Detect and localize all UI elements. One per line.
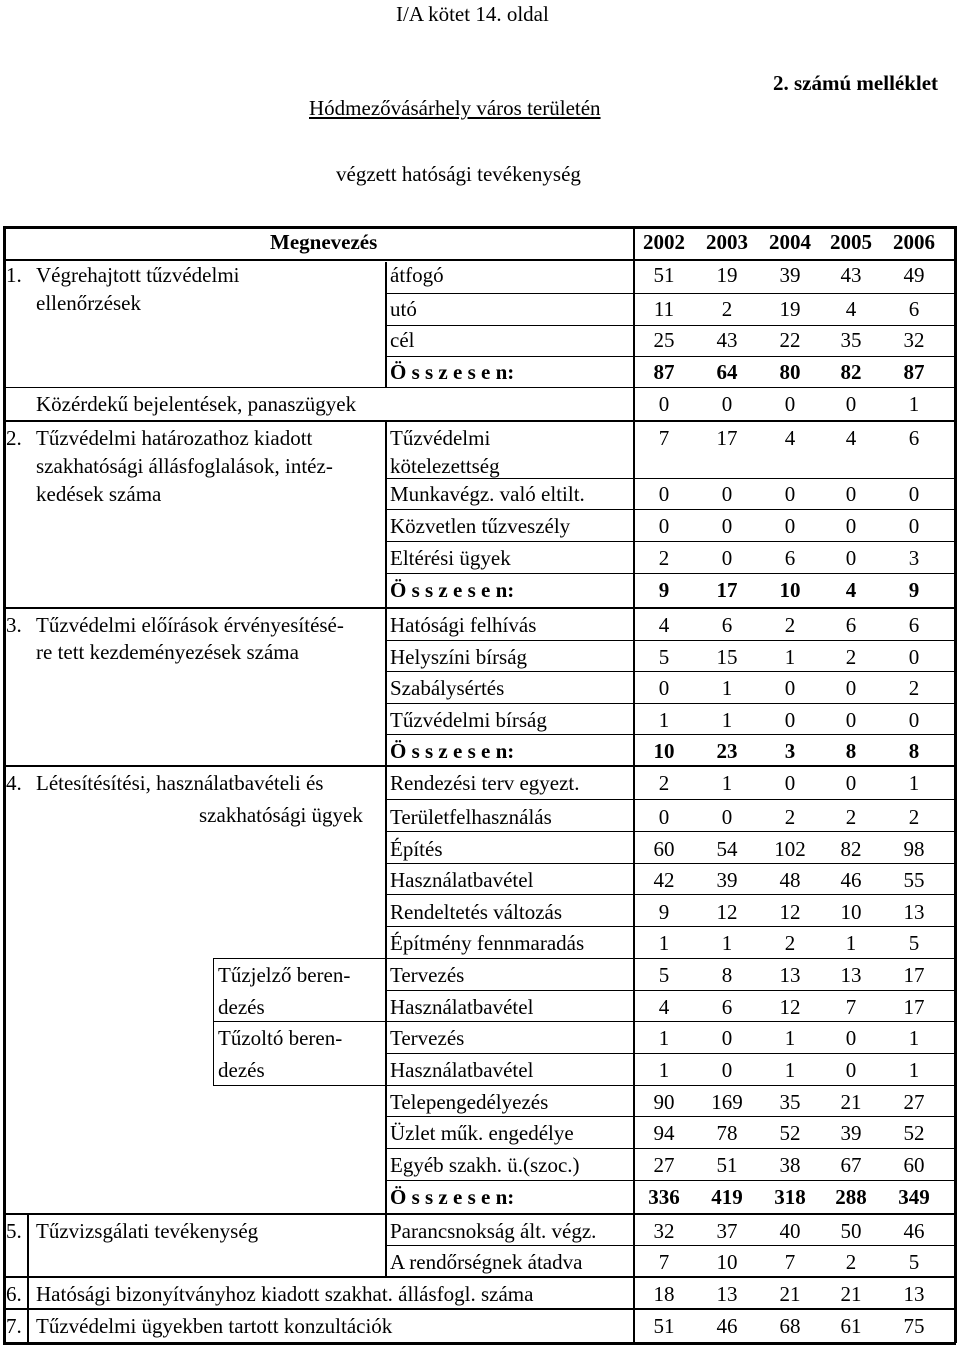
row-value: 27: [903, 1090, 925, 1114]
section-5-number: 5.: [6, 1219, 22, 1243]
row-label: Közvetlen tűzveszély: [390, 514, 571, 538]
row-value: 2: [908, 805, 920, 829]
table-rule: [385, 926, 956, 927]
row-label: Tűzvédelmi bírság: [390, 708, 547, 732]
row-value: 7: [845, 995, 857, 1019]
table-rule: [385, 703, 956, 704]
row-label: utó: [390, 297, 417, 321]
public-complaints-label: Közérdekű bejelentések, panaszügyek: [36, 392, 357, 416]
row-value: 6: [908, 297, 920, 321]
section-6-number: 6.: [6, 1282, 22, 1306]
table-rule: [385, 734, 956, 735]
table-rule: [385, 1245, 956, 1246]
row-value: 19: [779, 297, 801, 321]
table-rule: [954, 226, 957, 1343]
row-value: 60: [903, 1153, 925, 1177]
row-value: 46: [903, 1219, 925, 1243]
row-value: 0: [908, 482, 920, 506]
section-6-title: Hatósági bizonyítványhoz kiadott szakhat. állásfogl. száma: [36, 1282, 534, 1306]
row-value: 32: [653, 1219, 675, 1243]
row-value: 9: [658, 900, 670, 924]
row-value: 1: [658, 931, 670, 955]
row-value: 60: [653, 837, 675, 861]
row-value: 7: [658, 426, 670, 450]
row-value: 1: [784, 1026, 796, 1050]
row-label: Telepengedélyezés: [390, 1090, 549, 1114]
row-value: 5: [658, 645, 670, 669]
row-label: Építés: [390, 837, 443, 861]
row-value: 0: [784, 482, 796, 506]
total-row-value: 318: [774, 1185, 806, 1209]
public-complaints-value: 0: [845, 392, 857, 416]
table-rule: [385, 958, 956, 959]
total-row-value: 64: [716, 360, 738, 384]
row-value: 49: [903, 263, 925, 287]
row-value: 52: [779, 1121, 801, 1145]
row-value: 0: [721, 482, 733, 506]
row-label: Használatbavétel: [390, 995, 534, 1019]
row-label: Munkavégz. való eltilt.: [390, 482, 585, 506]
row-value: 13: [903, 900, 925, 924]
row-value: 82: [840, 837, 862, 861]
row-label: Egyéb szakh. ü.(szoc.): [390, 1153, 580, 1177]
row-value: 4: [658, 995, 670, 1019]
section-6-value: 21: [779, 1282, 801, 1306]
row-label: Eltérési ügyek: [390, 546, 511, 570]
row-label: Rendezési terv egyezt.: [390, 771, 580, 795]
row-label: cél: [390, 328, 415, 352]
table-rule: [385, 799, 956, 800]
row-label: A rendőrségnek átadva: [390, 1250, 583, 1274]
table-rule: [3, 607, 956, 609]
row-value: 4: [784, 426, 796, 450]
table-rule: [213, 958, 385, 959]
row-label: Szabálysértés: [390, 676, 505, 700]
total-row-value: 10: [779, 578, 801, 602]
row-value: 0: [721, 514, 733, 538]
row-label: Üzlet műk. engedélye: [390, 1121, 574, 1145]
row-value: 51: [716, 1153, 738, 1177]
row-value: 0: [721, 1026, 733, 1050]
row-value: 0: [658, 482, 670, 506]
row-label: Építmény fennmaradás: [390, 931, 585, 955]
row-value: 0: [845, 514, 857, 538]
row-label: Tűzvédelmi: [390, 426, 491, 450]
section-2-title: Tűzvédelmi határozathoz kiadott: [36, 426, 313, 450]
row-value: 0: [845, 771, 857, 795]
row-value: 12: [779, 995, 801, 1019]
row-value: 0: [908, 708, 920, 732]
row-value: 48: [779, 868, 801, 892]
table-rule: [385, 1085, 956, 1086]
row-value: 0: [845, 708, 857, 732]
table-rule: [385, 863, 956, 864]
public-complaints-value: 0: [721, 392, 733, 416]
table-rule: [385, 541, 956, 542]
total-row-value: 87: [653, 360, 675, 384]
row-value: 15: [716, 645, 738, 669]
row-value: 2: [658, 546, 670, 570]
section-3-title: Tűzvédelmi előírások érvényesítésé-: [36, 613, 344, 637]
row-value: 35: [840, 328, 862, 352]
table-rule: [385, 894, 956, 895]
row-value: 1: [658, 1058, 670, 1082]
table-rule: [3, 1213, 956, 1215]
row-value: 2: [658, 771, 670, 795]
row-label: Parancsnokság ált. végz.: [390, 1219, 597, 1243]
fire-alarm-subgroup-cont: dezés: [218, 995, 265, 1019]
section-3-title-cont: re tett kezdeményezések száma: [36, 640, 299, 664]
row-value: 4: [658, 613, 670, 637]
row-value: 7: [658, 1250, 670, 1274]
section-2-title-end: kedések száma: [36, 482, 162, 506]
total-row-value: 8: [908, 739, 920, 763]
row-value: 4: [845, 426, 857, 450]
row-value: 17: [716, 426, 738, 450]
row-value: 54: [716, 837, 738, 861]
total-row-value: 80: [779, 360, 801, 384]
table-rule: [385, 325, 956, 326]
extinguisher-subgroup-cont: dezés: [218, 1058, 265, 1082]
row-value: 12: [779, 900, 801, 924]
table-rule: [385, 1148, 956, 1149]
row-value: 13: [779, 963, 801, 987]
public-complaints-value: 0: [658, 392, 670, 416]
row-value: 2: [721, 297, 733, 321]
row-label: Használatbavétel: [390, 868, 534, 892]
row-value: 0: [845, 1058, 857, 1082]
section-7-value: 61: [840, 1314, 862, 1338]
row-value: 1: [658, 1026, 670, 1050]
total-row-value: 3: [784, 739, 796, 763]
table-rule: [3, 1276, 956, 1278]
section-2-title-cont: szakhatósági állásfoglalások, intéz-: [36, 454, 333, 478]
table-rule: [213, 1085, 385, 1086]
row-value: 67: [840, 1153, 862, 1177]
row-value: 21: [840, 1090, 862, 1114]
row-value: 2: [784, 613, 796, 637]
row-value: 10: [840, 900, 862, 924]
row-value: 6: [845, 613, 857, 637]
row-value: 0: [845, 1026, 857, 1050]
row-value: 6: [721, 613, 733, 637]
row-value: 0: [908, 645, 920, 669]
row-value: 78: [716, 1121, 738, 1145]
total-row-value: 349: [898, 1185, 930, 1209]
row-label-cont: kötelezettség: [390, 454, 500, 478]
row-value: 25: [653, 328, 675, 352]
column-header-label: Megnevezés: [270, 230, 378, 254]
row-value: 0: [658, 676, 670, 700]
total-row-label: Ö s s z e s e n:: [390, 739, 515, 763]
page-subtitle: végzett hatósági tevékenység: [336, 162, 581, 186]
row-label: Tervezés: [390, 963, 465, 987]
row-value: 43: [716, 328, 738, 352]
row-value: 1: [784, 645, 796, 669]
table-rule: [385, 356, 956, 357]
row-value: 0: [658, 514, 670, 538]
row-value: 39: [716, 868, 738, 892]
row-value: 17: [903, 995, 925, 1019]
row-value: 90: [653, 1090, 675, 1114]
row-value: 40: [779, 1219, 801, 1243]
total-row-label: Ö s s z e s e n:: [390, 1185, 515, 1209]
row-label: Rendeltetés változás: [390, 900, 563, 924]
table-rule: [385, 1053, 956, 1054]
row-value: 0: [721, 805, 733, 829]
year-column-header: 2006: [893, 230, 935, 254]
row-value: 5: [908, 1250, 920, 1274]
row-value: 2: [845, 645, 857, 669]
table-rule: [385, 990, 956, 991]
table-rule: [385, 1180, 956, 1181]
total-row-value: 9: [908, 578, 920, 602]
public-complaints-value: 0: [784, 392, 796, 416]
section-1-title-cont: ellenőrzések: [36, 291, 141, 315]
table-rule: [3, 387, 956, 388]
row-value: 3: [908, 546, 920, 570]
row-label: Területfelhasználás: [390, 805, 552, 829]
table-rule: [385, 671, 956, 672]
row-value: 35: [779, 1090, 801, 1114]
row-value: 2: [784, 805, 796, 829]
total-row-value: 87: [903, 360, 925, 384]
row-value: 169: [711, 1090, 743, 1114]
row-value: 2: [845, 805, 857, 829]
row-value: 22: [779, 328, 801, 352]
row-value: 27: [653, 1153, 675, 1177]
row-label: Tervezés: [390, 1026, 465, 1050]
row-value: 1: [908, 771, 920, 795]
total-row-value: 10: [653, 739, 675, 763]
section-7-number: 7.: [6, 1314, 22, 1338]
row-value: 12: [716, 900, 738, 924]
row-value: 6: [908, 426, 920, 450]
section-7-value: 68: [779, 1314, 801, 1338]
row-value: 2: [908, 676, 920, 700]
section-1-title: Végrehajtott tűzvédelmi: [36, 263, 240, 287]
row-value: 11: [653, 297, 675, 321]
row-label: Hatósági felhívás: [390, 613, 537, 637]
table-rule: [385, 573, 956, 574]
row-value: 52: [903, 1121, 925, 1145]
row-value: 39: [840, 1121, 862, 1145]
total-row-value: 82: [840, 360, 862, 384]
year-column-header: 2003: [706, 230, 748, 254]
year-column-header: 2005: [830, 230, 872, 254]
row-value: 19: [716, 263, 738, 287]
row-value: 43: [840, 263, 862, 287]
section-7-value: 46: [716, 1314, 738, 1338]
section-4-title: Létesítésítési, használatbavételi és: [36, 771, 324, 795]
row-value: 1: [721, 708, 733, 732]
total-row-value: 336: [648, 1185, 680, 1209]
row-value: 1: [784, 1058, 796, 1082]
row-value: 94: [653, 1121, 675, 1145]
row-value: 0: [784, 708, 796, 732]
extinguisher-subgroup: Tűzoltó beren-: [218, 1026, 343, 1050]
section-6-value: 21: [840, 1282, 862, 1306]
row-value: 6: [721, 995, 733, 1019]
year-column-header: 2002: [643, 230, 685, 254]
total-row-value: 9: [658, 578, 670, 602]
total-row-label: Ö s s z e s e n:: [390, 578, 515, 602]
row-value: 5: [908, 931, 920, 955]
table-rule: [385, 1116, 956, 1117]
row-label: Használatbavétel: [390, 1058, 534, 1082]
total-row-value: 4: [845, 578, 857, 602]
section-7-value: 51: [653, 1314, 675, 1338]
table-rule: [3, 226, 956, 229]
row-value: 2: [845, 1250, 857, 1274]
total-row-value: 419: [711, 1185, 743, 1209]
total-row-value: 288: [835, 1185, 867, 1209]
row-value: 4: [845, 297, 857, 321]
table-rule: [385, 831, 956, 832]
row-value: 1: [721, 931, 733, 955]
table-rule: [385, 478, 956, 479]
section-5-title: Tűzvizsgálati tevékenység: [36, 1219, 259, 1243]
row-value: 1: [908, 1058, 920, 1082]
section-1-number: 1.: [6, 263, 22, 287]
row-value: 38: [779, 1153, 801, 1177]
table-rule: [385, 640, 956, 641]
row-value: 0: [721, 1058, 733, 1082]
table-rule: [3, 1342, 956, 1345]
row-value: 1: [658, 708, 670, 732]
total-row-value: 8: [845, 739, 857, 763]
table-rule: [3, 420, 956, 422]
row-value: 1: [721, 771, 733, 795]
table-rule: [27, 1213, 29, 1342]
row-value: 10: [716, 1250, 738, 1274]
row-value: 39: [779, 263, 801, 287]
section-4-number: 4.: [6, 771, 22, 795]
row-value: 0: [908, 514, 920, 538]
row-value: 0: [784, 676, 796, 700]
section-7-value: 75: [903, 1314, 925, 1338]
row-value: 0: [784, 514, 796, 538]
row-value: 0: [845, 482, 857, 506]
section-4-title-cont: szakhatósági ügyek: [199, 803, 363, 827]
row-value: 46: [840, 868, 862, 892]
row-value: 6: [784, 546, 796, 570]
annex-label: 2. számú melléklet: [773, 71, 939, 95]
row-value: 0: [658, 805, 670, 829]
section-3-number: 3.: [6, 613, 22, 637]
row-value: 2: [784, 931, 796, 955]
table-rule: [385, 509, 956, 510]
page-reference: I/A kötet 14. oldal: [396, 2, 549, 26]
section-6-value: 13: [903, 1282, 925, 1306]
section-7-title: Tűzvédelmi ügyekben tartott konzultációk: [36, 1314, 393, 1338]
row-value: 7: [784, 1250, 796, 1274]
row-value: 50: [840, 1219, 862, 1243]
table-rule: [213, 1021, 385, 1022]
row-value: 32: [903, 328, 925, 352]
year-column-header: 2004: [769, 230, 811, 254]
row-value: 102: [774, 837, 806, 861]
row-value: 1: [721, 676, 733, 700]
total-row-value: 17: [716, 578, 738, 602]
table-rule: [3, 1308, 956, 1310]
row-value: 1: [845, 931, 857, 955]
section-6-value: 18: [653, 1282, 675, 1306]
total-row-label: Ö s s z e s e n:: [390, 360, 515, 384]
table-rule: [3, 765, 956, 767]
table-rule: [3, 259, 956, 261]
table-rule: [385, 293, 956, 294]
public-complaints-value: 1: [908, 392, 920, 416]
row-value: 5: [658, 963, 670, 987]
table-rule: [385, 1021, 956, 1022]
row-value: 37: [716, 1219, 738, 1243]
fire-alarm-subgroup: Tűzjelző beren-: [218, 963, 351, 987]
row-value: 8: [721, 963, 733, 987]
row-value: 51: [653, 263, 675, 287]
row-value: 42: [653, 868, 675, 892]
row-value: 55: [903, 868, 925, 892]
section-6-value: 13: [716, 1282, 738, 1306]
total-row-value: 23: [716, 739, 738, 763]
row-label: Helyszíni bírság: [390, 645, 528, 669]
row-value: 1: [908, 1026, 920, 1050]
row-value: 0: [845, 546, 857, 570]
row-value: 0: [845, 676, 857, 700]
row-value: 0: [784, 771, 796, 795]
section-2-number: 2.: [6, 426, 22, 450]
row-value: 6: [908, 613, 920, 637]
row-label: átfogó: [390, 263, 444, 287]
row-value: 13: [840, 963, 862, 987]
row-value: 17: [903, 963, 925, 987]
row-value: 0: [721, 546, 733, 570]
row-value: 98: [903, 837, 925, 861]
page-title: Hódmezővásárhely város területén: [309, 96, 601, 120]
